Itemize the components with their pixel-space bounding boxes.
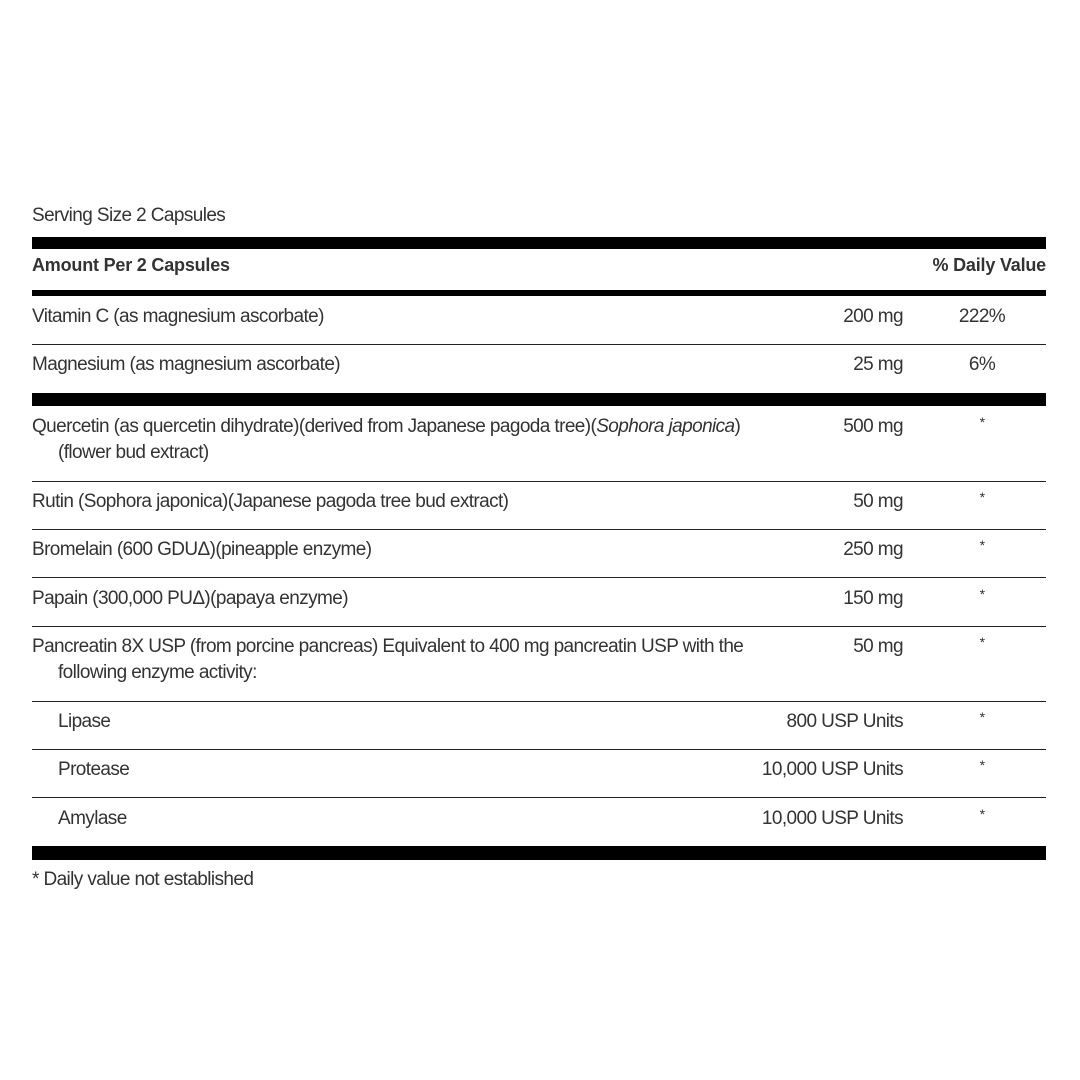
ingredient-daily-value: * bbox=[979, 806, 985, 822]
thick-divider-top bbox=[32, 237, 1046, 249]
ingredient-name: Papain (300,000 PUΔ)(papaya enzyme) bbox=[32, 588, 348, 609]
ingredient-name bbox=[32, 414, 758, 466]
nutrient-name: Magnesium (as magnesium ascorbate) bbox=[32, 354, 341, 375]
ingredient-name: Rutin (Sophora japonica)(Japanese pagoda tree bud extract) bbox=[32, 491, 509, 512]
amount-per-heading: Amount Per 2 Capsules bbox=[32, 255, 230, 275]
ingredient-name: Protease bbox=[58, 759, 130, 780]
ingredient-daily-value: * bbox=[979, 634, 985, 650]
ingredient-daily-value: * bbox=[979, 414, 985, 430]
row-divider bbox=[32, 749, 1046, 750]
row-divider bbox=[32, 344, 1046, 345]
row-divider bbox=[32, 577, 1046, 578]
ingredient-name-part: )(flower bud extract) bbox=[58, 416, 741, 463]
ingredient-amount: 250 mg bbox=[843, 539, 903, 560]
medium-divider bbox=[32, 290, 1046, 296]
daily-value-heading: % Daily Value bbox=[932, 255, 1046, 275]
nutrient-daily-value: 6% bbox=[968, 354, 996, 375]
ingredient-daily-value: * bbox=[979, 709, 985, 725]
ingredient-name: Lipase bbox=[58, 711, 111, 732]
nutrient-amount: 200 mg bbox=[843, 306, 903, 327]
ingredient-daily-value: * bbox=[979, 586, 985, 602]
ingredient-daily-value: * bbox=[979, 757, 985, 773]
table-header bbox=[32, 255, 1046, 283]
ingredient-amount: 10,000 USP Units bbox=[761, 759, 903, 780]
ingredient-name: Bromelain (600 GDUΔ)(pineapple enzyme) bbox=[32, 539, 372, 560]
ingredient-amount: 50 mg bbox=[853, 491, 903, 512]
nutrient-amount: 25 mg bbox=[853, 354, 903, 375]
row-divider bbox=[32, 626, 1046, 627]
ingredient-amount: 150 mg bbox=[843, 588, 903, 609]
ingredient-name: Amylase bbox=[58, 808, 127, 829]
ingredient-amount: 50 mg bbox=[853, 636, 903, 657]
ingredient-amount: 500 mg bbox=[843, 416, 903, 437]
row-divider bbox=[32, 701, 1046, 702]
ingredient-amount: 10,000 USP Units bbox=[761, 808, 903, 829]
nutrient-name: Vitamin C (as magnesium ascorbate) bbox=[32, 306, 324, 327]
thick-divider-bottom bbox=[32, 846, 1046, 860]
ingredient-name-italic: Sophora bbox=[596, 416, 664, 437]
ingredient-name-part: Quercetin (as quercetin dihydrate)(derived from Japanese pagoda tree)( bbox=[32, 416, 597, 437]
row-divider bbox=[32, 481, 1046, 482]
ingredient-name-italic: japonica bbox=[668, 416, 735, 437]
row-divider bbox=[32, 529, 1046, 530]
thick-divider-middle bbox=[32, 393, 1046, 406]
ingredient-amount: 800 USP Units bbox=[786, 711, 903, 732]
row-divider bbox=[32, 797, 1046, 798]
ingredient-daily-value: * bbox=[979, 489, 985, 505]
ingredient-name: Pancreatin 8X USP (from porcine pancreas) Equivalent to 400 mg pancreatin USP with the following enzyme activity: bbox=[32, 636, 744, 683]
footnote: * Daily value not established bbox=[32, 869, 254, 890]
ingredient-daily-value: * bbox=[979, 537, 985, 553]
serving-size: Serving Size 2 Capsules bbox=[32, 205, 226, 226]
nutrient-daily-value: 222% bbox=[958, 306, 1006, 327]
